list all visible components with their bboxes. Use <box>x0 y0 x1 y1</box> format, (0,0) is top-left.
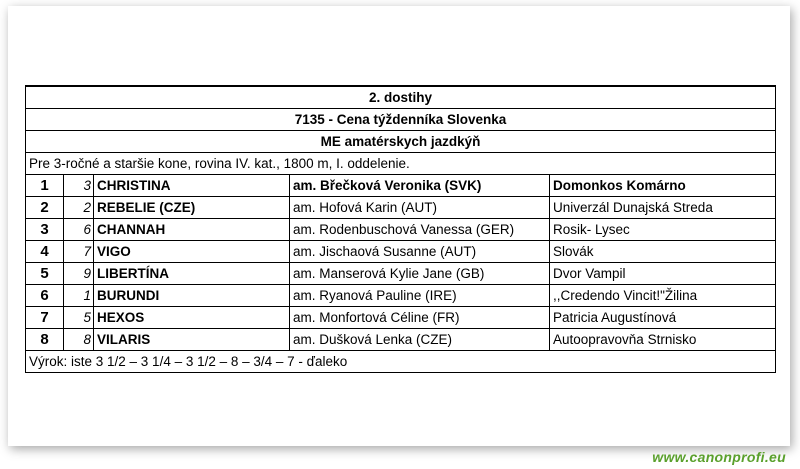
place: 4 <box>26 241 64 263</box>
owner-name: Autoopravovňa Strnisko <box>550 329 776 351</box>
result-row <box>26 307 776 329</box>
results-table <box>25 85 776 373</box>
owner-name: Domonkos Komárno <box>550 175 776 197</box>
result-row <box>26 329 776 351</box>
rider-name: am. Jischaová Susanne (AUT) <box>290 241 550 263</box>
rider-name: am. Monfortová Céline (FR) <box>290 307 550 329</box>
place: 7 <box>26 307 64 329</box>
race-subtitle: ME amatérskych jazdkýň <box>26 131 776 153</box>
rider-name: am. Břečková Veronika (SVK) <box>290 175 550 197</box>
margins-summary: Výrok: iste 3 1/2 – 3 1/4 – 3 1/2 – 8 – 3/4 – 7 - ďaleko <box>26 351 776 373</box>
owner-name: Slovák <box>550 241 776 263</box>
post-number: 5 <box>64 307 94 329</box>
horse-name: BURUNDI <box>94 285 290 307</box>
post-number: 1 <box>64 285 94 307</box>
rider-name: am. Rodenbuschová Vanessa (GER) <box>290 219 550 241</box>
place: 5 <box>26 263 64 285</box>
owner-name: ,,Credendo Vincit!"Žilina <box>550 285 776 307</box>
owner-name: Patricia Augustínová <box>550 307 776 329</box>
post-number: 7 <box>64 241 94 263</box>
post-number: 8 <box>64 329 94 351</box>
horse-name: LIBERTÍNA <box>94 263 290 285</box>
result-row <box>26 219 776 241</box>
owner-name: Dvor Vampil <box>550 263 776 285</box>
result-row <box>26 285 776 307</box>
watermark-text: www.canonprofi.eu <box>652 449 786 465</box>
results-rows <box>26 175 776 351</box>
place: 6 <box>26 285 64 307</box>
result-row <box>26 263 776 285</box>
horse-name: VIGO <box>94 241 290 263</box>
owner-name: Univerzál Dunajská Streda <box>550 197 776 219</box>
rider-name: am. Ryanová Pauline (IRE) <box>290 285 550 307</box>
horse-name: CHRISTINA <box>94 175 290 197</box>
place: 3 <box>26 219 64 241</box>
rider-name: am. Manserová Kylie Jane (GB) <box>290 263 550 285</box>
result-row <box>26 241 776 263</box>
rider-name: am. Hofová Karin (AUT) <box>290 197 550 219</box>
owner-name: Rosik- Lysec <box>550 219 776 241</box>
results-sheet <box>25 85 775 373</box>
post-number: 2 <box>64 197 94 219</box>
horse-name: VILARIS <box>94 329 290 351</box>
place: 8 <box>26 329 64 351</box>
post-number: 6 <box>64 219 94 241</box>
place: 1 <box>26 175 64 197</box>
race-conditions: Pre 3-ročné a staršie kone, rovina IV. kat., 1800 m, I. oddelenie. <box>26 153 776 175</box>
horse-name: CHANNAH <box>94 219 290 241</box>
race-title: 7135 - Cena týždenníka Slovenka <box>26 109 776 131</box>
rider-name: am. Dušková Lenka (CZE) <box>290 329 550 351</box>
post-number: 9 <box>64 263 94 285</box>
post-number: 3 <box>64 175 94 197</box>
horse-name: REBELIE (CZE) <box>94 197 290 219</box>
horse-name: HEXOS <box>94 307 290 329</box>
result-row <box>26 175 776 197</box>
place: 2 <box>26 197 64 219</box>
race-number: 2. dostihy <box>26 86 776 109</box>
result-row <box>26 197 776 219</box>
